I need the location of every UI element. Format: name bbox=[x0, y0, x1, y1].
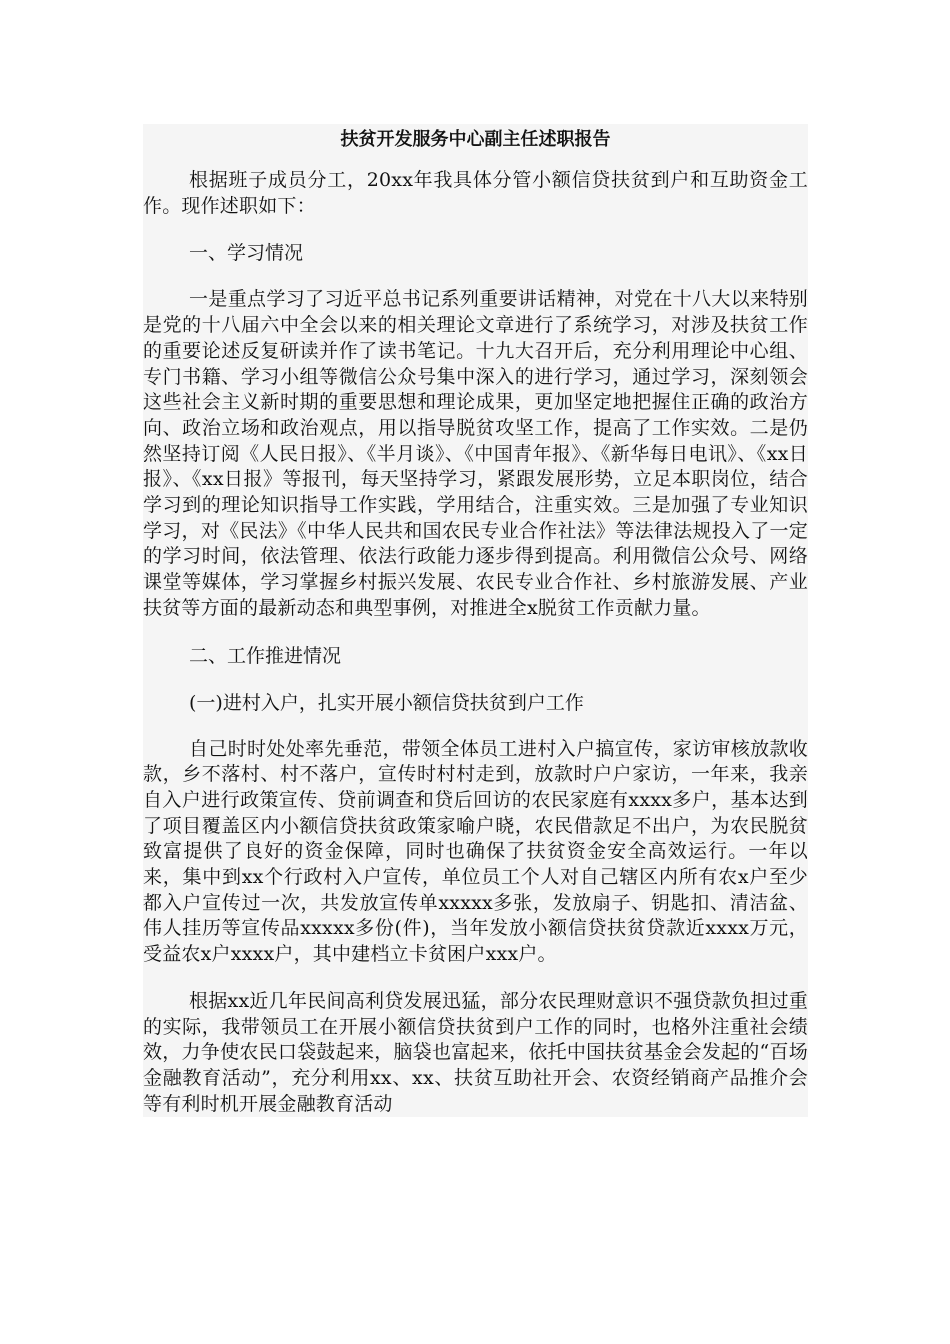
subsection-heading-village: (一)进村入户，扎实开展小额信贷扶贫到户工作 bbox=[189, 691, 584, 714]
spacer bbox=[143, 219, 808, 240]
spacer bbox=[143, 968, 808, 989]
document-title: 扶贫开发服务中心副主任述职报告 bbox=[340, 129, 611, 150]
section-heading-work: 二、工作推进情况 bbox=[189, 644, 342, 667]
intro-paragraph: 根据班子成员分工，20xx年我具体分管小额信贷扶贫到户和互助资金工作。现作述职如下： bbox=[143, 169, 808, 217]
section-heading-study: 一、学习情况 bbox=[189, 242, 304, 265]
subsection-village-paragraph: 自己时时处处率先垂范，带领全体员工进村入户搞宣传，家访审核放款收款，乡不落村、村不落户，宣传时村村走到，放款时户户家访，一年来，我亲自入户进行政策宣传、贷前调查和贷后回访的农民家庭有xxxx多户，基本达到了项目覆盖区内小额信贷扶贫政策家喻户晓，农民借款足不出户，为农民脱贫致富提供了良好的资金保障，同时也确保了扶贫资金安全高效运行。一年以来，集中到xx个行政村入户宣传，单位员工个人对自己辖区内所有农x户至少都入户宣传过一次，共发放宣传单xxxxx多张，发放扇子、钥匙扣、清洁盆、伟人挂历等宣传品xxxxx多份(件)，当年发放小额信贷扶贫贷款近xxxx万元，受益农x户xxxx户，其中建档立卡贫困户xxx户。 bbox=[143, 737, 808, 966]
spacer bbox=[143, 266, 808, 287]
document-body bbox=[143, 124, 808, 1117]
spacer bbox=[143, 669, 808, 690]
subsection-village-paragraph-2: 根据xx近几年民间高利贷发展迅猛，部分农民理财意识不强贷款负担过重的实际，我带领员工在开展小额信贷扶贫到户工作的同时，也格外注重社会绩效，力争使农民口袋鼓起来，脑袋也富起来，依托中国扶贫基金会发起的“百场金融教育活动”，充分利用xx、xx、扶贫互助社开会、农资经销商产品推介会等有利时机开展金融教育活动 bbox=[143, 989, 808, 1115]
spacer bbox=[143, 716, 808, 737]
spacer bbox=[143, 156, 808, 168]
section-study-paragraph: 一是重点学习了习近平总书记系列重要讲话精神，对党在十八大以来特别是党的十八届六中全会以来的相关理论文章进行了系统学习，对涉及扶贫工作的重要论述反复研读并作了读书笔记。十九大召开后，充分利用理论中心组、专门书籍、学习小组等微信公众号集中深入的进行学习，通过学习，深刻领会这些社会主义新时期的重要思想和理论成果，更加坚定地把握住正确的政治方向、政治立场和政治观点，用以指导脱贫攻坚工作，提高了工作实效。二是仍然坚持订阅《人民日报》、《半月谈》、《中国青年报》、《新华每日电讯》、《xx日报》、《xx日报》等报刊，每天坚持学习，紧跟发展形势，立足本职岗位，结合学习到的理论知识指导工作实践，学用结合，注重实效。三是加强了专业知识学习，对《民法》《中华人民共和国农民专业合作社法》等法律法规投入了一定的学习时间，依法管理、依法行政能力逐步得到提高。利用微信公众号、网络课堂等媒体，学习掌握乡村振兴发展、农民专业合作社、乡村旅游发展、产业扶贫等方面的最新动态和典型事例，对推进全x脱贫工作贡献力量。 bbox=[143, 288, 808, 619]
spacer bbox=[143, 622, 808, 643]
